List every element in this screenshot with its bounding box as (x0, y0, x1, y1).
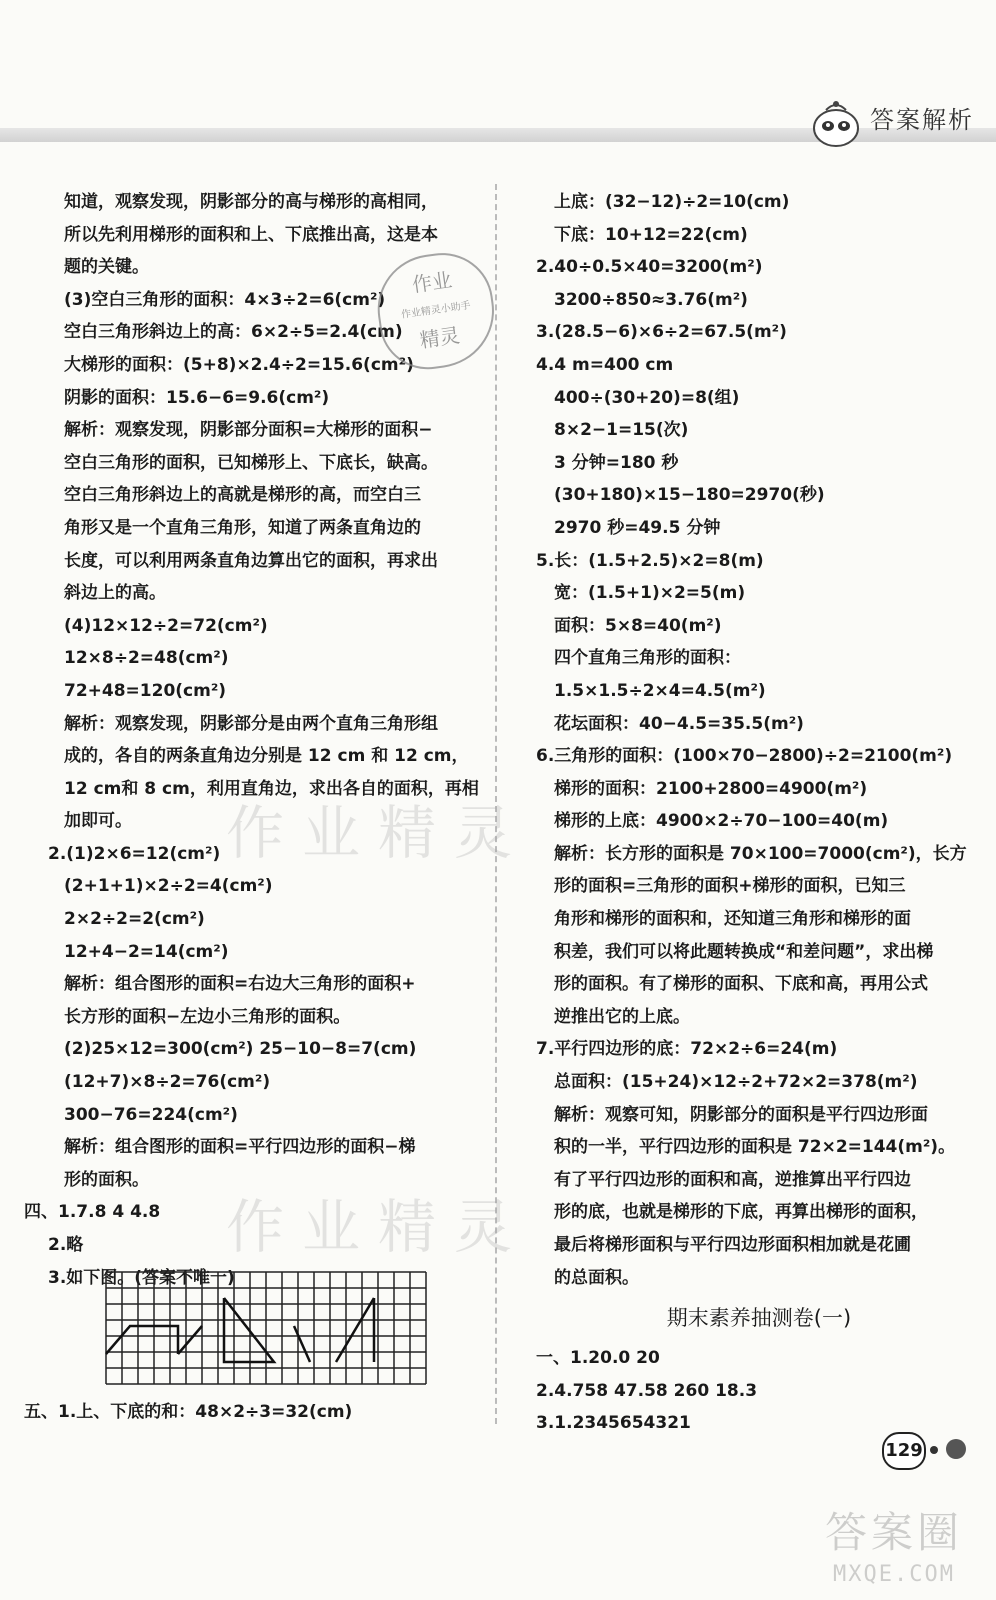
answer-line: 形的底，也就是梯形的下底，再算出梯形的面积， (554, 1202, 928, 1223)
header-title: 答案解析 (870, 106, 974, 134)
answer-line: 斜边上的高。 (64, 583, 166, 604)
answer-line: 12+4−2=14(cm²) (64, 941, 229, 962)
answer-line: 上底：(32−12)÷2=10(cm) (554, 192, 790, 212)
answer-line: 逆推出它的上底。 (554, 1006, 690, 1027)
answer-line: 1.5×1.5÷2×4=4.5(m²) (554, 680, 766, 701)
answer-line: 形的面积。有了梯形的面积、下底和高，再用公式 (554, 974, 928, 995)
grid-figure (104, 1270, 428, 1386)
answer-line: 解析：观察发现，阴影部分是由两个直角三角形组 (64, 713, 438, 734)
answer-line: 7.平行四边形的底：72×2÷6=24(m) (536, 1039, 838, 1060)
answer-line: 的总面积。 (554, 1267, 639, 1288)
right-column (536, 186, 982, 1440)
page-number: 129 (882, 1432, 926, 1470)
answer-line: 400÷(30+20)=8(组) (554, 387, 740, 408)
answer-line: 4.4 m=400 cm (536, 354, 674, 375)
answer-line: 2.(1)2×6=12(cm²) (48, 843, 221, 864)
answer-line: 积的一半，平行四边形的面积是 72×2=144(m²)。 (554, 1137, 956, 1158)
answer-line: 大梯形的面积：(5+8)×2.4÷2=15.6(cm²) (64, 354, 414, 375)
answer-line: 梯形的上底：4900×2÷70−100=40(m) (554, 811, 889, 832)
answer-line: 有了平行四边形的面积和高，逆推算出平行四边 (554, 1169, 911, 1190)
section-title: 期末素养抽测卷(一) (666, 1306, 852, 1331)
answer-line: 总面积：(15+24)×12÷2+72×2=378(m²) (554, 1072, 918, 1093)
answer-line: 300−76=224(cm²) (64, 1104, 238, 1125)
answer-line: 加即可。 (64, 811, 132, 832)
answer-line: 2.4.758 47.58 260 18.3 (536, 1380, 758, 1401)
answer-line: 长度，可以利用两条直角边算出它的面积，再求出 (64, 550, 438, 571)
answer-line: 题的关键。 (64, 257, 149, 278)
watermark-2: 作业精灵 (226, 1193, 531, 1261)
answer-line: 空白三角形的面积，已知梯形上、下底长，缺高。 (64, 452, 438, 473)
answer-line: 下底：10+12=22(cm) (554, 224, 748, 245)
answer-line: 72+48=120(cm²) (64, 680, 227, 701)
shape-line-1 (294, 1326, 310, 1362)
corner-logo (804, 1500, 984, 1590)
stamp-line-2: 作业精灵小助手 (400, 300, 472, 321)
answer-line: 3.如下图。(答案不唯一) (48, 1267, 235, 1288)
answer-line: 四、1.7.8 4 4.8 (24, 1202, 161, 1223)
answer-line: 所以先利用梯形的面积和上、下底推出高，这是本 (64, 224, 438, 245)
answer-line: 最后将梯形面积与平行四边形面积相加就是花圃 (554, 1235, 911, 1255)
answer-line: (2)25×12=300(cm²) 25−10−8=7(cm) (64, 1039, 417, 1060)
answer-line: 12×8÷2=48(cm²) (64, 648, 229, 669)
corner-logo-line-2: MXQE.COM (833, 1562, 955, 1587)
answer-line: 形的面积=三角形的面积+梯形的面积，已知三 (554, 876, 906, 897)
answer-line: 一、1.20.0 20 (536, 1348, 660, 1369)
corner-logo-line-1: 答案圈 (824, 1508, 963, 1557)
answer-line: 解析：观察可知，阴影部分的面积是平行四边形面 (554, 1104, 928, 1125)
answer-line: 角形和梯形的面积和，还知道三角形和梯形的面 (554, 909, 911, 930)
answer-line: 形的面积。 (64, 1169, 149, 1190)
answer-line: 解析：组合图形的面积=右边大三角形的面积+ (64, 974, 416, 995)
stamp-line-1: 作业 (410, 267, 454, 297)
answer-line: 8×2−1=15(次) (554, 420, 689, 441)
answer-line: 2970 秒=49.5 分钟 (554, 517, 721, 538)
answer-line: 空白三角形斜边上的高：6×2÷5=2.4(cm) (64, 322, 403, 343)
answer-line: 12 cm和 8 cm，利用直角边，求出各自的面积，再相 (64, 778, 479, 799)
shape-parallelogram-2 (178, 1326, 202, 1354)
answer-line: 解析：观察发现，阴影部分面积=大梯形的面积− (64, 420, 433, 441)
answer-line: 梯形的面积：2100+2800=4900(m²) (554, 778, 868, 799)
answer-line: 2.略 (48, 1235, 84, 1255)
answer-line: 3.(28.5−6)×6÷2=67.5(m²) (536, 322, 787, 343)
answer-line: 2.40÷0.5×40=3200(m²) (536, 257, 763, 278)
answer-line: 2×2÷2=2(cm²) (64, 909, 205, 930)
shape-parallelogram-1 (106, 1326, 178, 1354)
answer-line: 长方形的面积−左边小三角形的面积。 (64, 1006, 351, 1027)
answer-line: 面积：5×8=40(m²) (554, 615, 722, 636)
stamp-line-3: 精灵 (418, 323, 462, 353)
answer-line: 解析：组合图形的面积=平行四边形的面积−梯 (64, 1137, 416, 1158)
answer-line: 知道，观察发现，阴影部分的高与梯形的高相同， (64, 192, 438, 212)
answer-line: 阴影的面积：15.6−6=9.6(cm²) (64, 387, 330, 408)
answer-line: 角形又是一个直角三角形，知道了两条直角边的 (64, 517, 421, 538)
answer-line: 宽：(1.5+1)×2=5(m) (554, 583, 746, 604)
answer-line: (3)空白三角形的面积：4×3÷2=6(cm²) (64, 289, 386, 310)
watermark-1: 作业精灵 (226, 799, 531, 867)
answer-line: (4)12×12÷2=72(cm²) (64, 615, 268, 636)
answer-line: (2+1+1)×2÷2=4(cm²) (64, 876, 273, 897)
answer-line: 3.1.2345654321 (536, 1413, 691, 1434)
answer-line: 积差，我们可以将此题转换成“和差问题”，求出梯 (554, 941, 934, 962)
answer-line: 3200÷850≈3.76(m²) (554, 289, 748, 310)
answer-line: 5.长：(1.5+2.5)×2=8(m) (536, 550, 764, 571)
answer-line: (12+7)×8÷2=76(cm²) (64, 1072, 271, 1093)
answer-line: 五、1.上、下底的和：48×2÷3=32(cm) (24, 1402, 353, 1423)
answer-line: 解析：长方形的面积是 70×100=7000(cm²)，长方 (554, 843, 967, 864)
answer-line: 空白三角形斜边上的高就是梯形的高，而空白三 (64, 485, 421, 506)
answer-line: 成的，各自的两条直角边分别是 12 cm 和 12 cm， (64, 746, 469, 767)
mascot-icon (808, 96, 864, 152)
answer-line: 四个直角三角形的面积： (554, 648, 741, 669)
dot-large-icon (946, 1439, 966, 1459)
answer-line: 花坛面积：40−4.5=35.5(m²) (554, 713, 804, 734)
answer-line: 6.三角形的面积：(100×70−2800)÷2=2100(m²) (536, 746, 953, 767)
answer-line: (30+180)×15−180=2970(秒) (554, 485, 825, 506)
answer-line: 3 分钟=180 秒 (554, 452, 679, 473)
dot-small-icon (930, 1446, 938, 1454)
